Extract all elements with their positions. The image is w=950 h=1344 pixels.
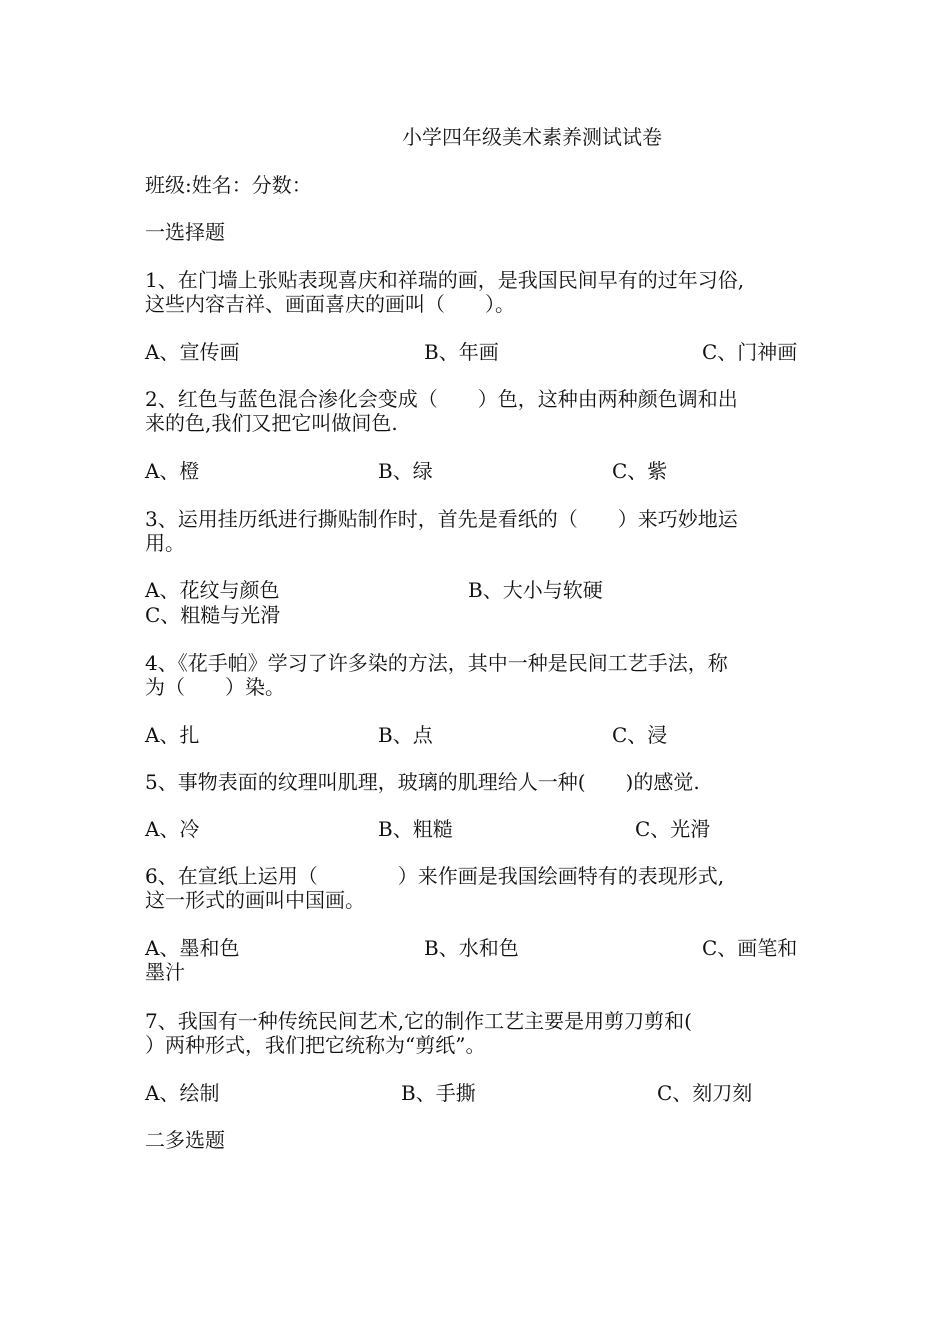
question-6-line-1: 6、在宣纸上运用（ ）来作画是我国绘画特有的表现形式, [145,864,725,888]
question-1-option-b: B、年画 [424,340,499,364]
question-7-option-c: C、刻刀刻 [657,1081,753,1105]
question-3-option-a: A、花纹与颜色 [145,578,280,602]
question-5-line-1: 5、事物表面的纹理叫肌理，玻璃的肌理给人一种( )的感觉. [145,770,700,794]
question-4-line-2: 为（ ）染。 [145,675,285,699]
question-3-line-2: 用。 [145,531,185,555]
question-7-option-b: B、手撕 [401,1081,476,1105]
question-7-line-1: 7、我国有一种传统民间艺术,它的制作工艺主要是用剪刀剪和( [145,1009,692,1033]
question-4-option-b: B、点 [378,723,433,747]
question-2-option-a: A、橙 [145,459,200,483]
question-7-option-a: A、绘制 [145,1081,220,1105]
question-2-option-b: B、绿 [378,459,433,483]
student-info-line: 班级:姓名：分数： [145,173,312,197]
question-3-line-1: 3、运用挂历纸进行撕贴制作时，首先是看纸的（ ）来巧妙地运 [145,507,738,531]
question-6-option-a: A、墨和色 [145,936,240,960]
question-2-option-c: C、紫 [612,459,668,483]
question-2-line-2: 来的色,我们又把它叫做间色. [145,411,398,435]
question-3-option-c: C、粗糙与光滑 [145,603,281,627]
question-1-option-a: A、宣传画 [145,340,240,364]
question-6-option-b: B、水和色 [424,936,519,960]
question-6-line-2: 这一形式的画叫中国画。 [145,888,365,912]
section-heading-multiple-choice: 二多选题 [145,1128,225,1152]
question-5-option-b: B、粗糙 [378,817,453,841]
question-4-line-1: 4、《花手帕》学习了许多染的方法，其中一种是民间工艺手法，称 [145,651,728,675]
section-heading-single-choice: 一选择题 [145,220,225,244]
question-5-option-a: A、冷 [145,817,200,841]
question-2-line-1: 2、红色与蓝色混合渗化会变成（ ）色，这种由两种颜色调和出 [145,387,738,411]
question-1-line-2: 这些内容吉祥、画面喜庆的画叫（ ）。 [145,292,515,316]
question-1-line-1: 1、在门墙上张贴表现喜庆和祥瑞的画，是我国民间早有的过年习俗, [145,268,745,292]
question-6-option-c: C、画笔和 [702,936,798,960]
question-4-option-c: C、浸 [612,723,668,747]
question-7-line-2: ）两种形式，我们把它统称为“剪纸”。 [145,1033,486,1057]
question-6-option-c-continued: 墨汁 [145,960,185,984]
question-1-option-c: C、门神画 [702,340,798,364]
page-title: 小学四年级美术素养测试试卷 [402,125,662,149]
question-5-option-c: C、光滑 [635,817,711,841]
question-4-option-a: A、扎 [145,723,200,747]
question-3-option-b: B、大小与软硬 [468,578,603,602]
